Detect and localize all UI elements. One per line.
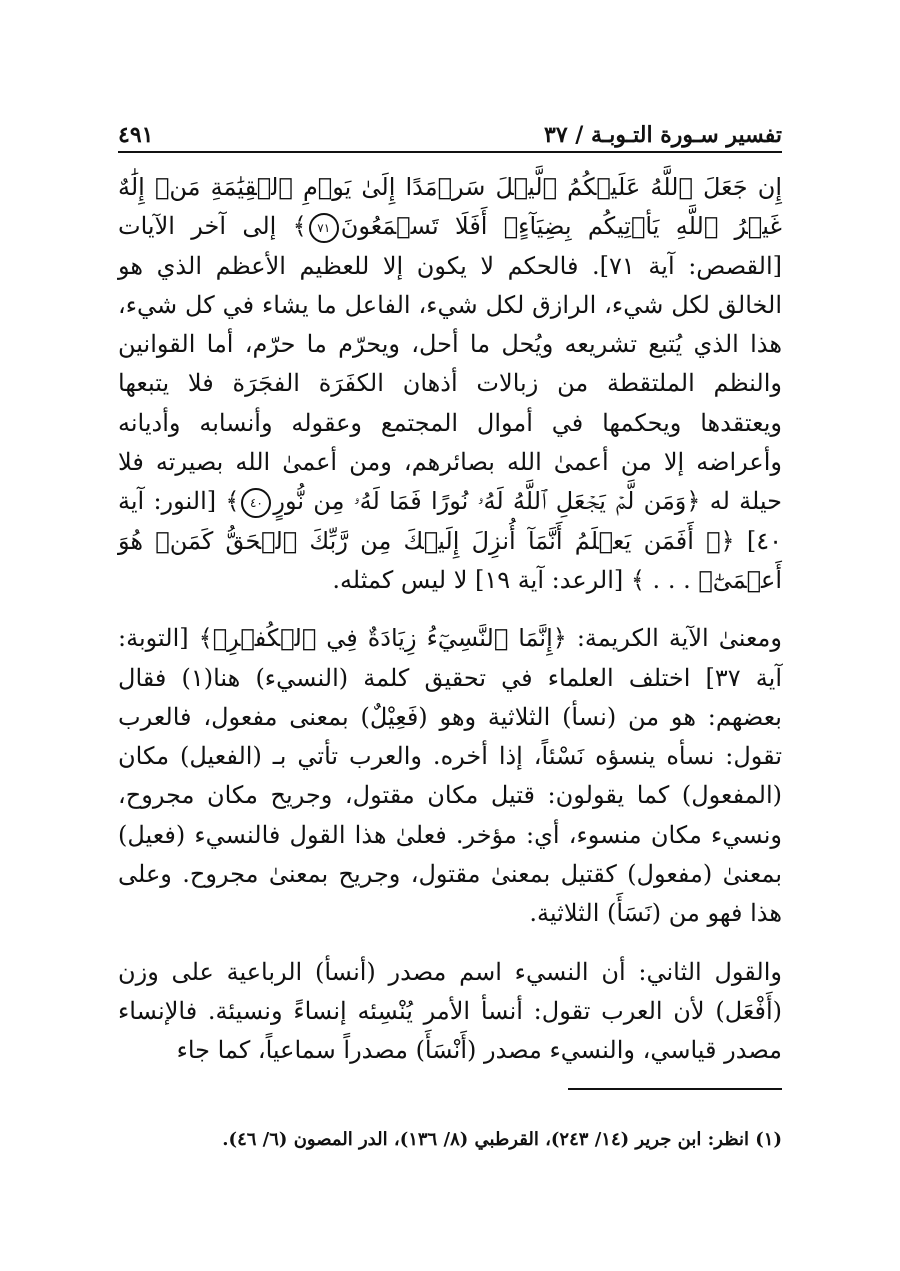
text-segment: والقول الثاني: أن النسيء اسم مصدر (أنسأ) الرباعية على وزن (أَفْعَل) لأن العرب تقول: أنسأ الأمر يُنْسِئه إنساءً ونسيئة. فالإنساء مصدر قياسي، والنسيء مصدر (أَنْسَأَ) مصدراً سماعياً، كما جاء (118, 957, 782, 1065)
footnote: (١) انظر: ابن جرير (١٤/ ٢٤٣)، القرطبي (٨/ ١٣٦)، الدر المصون (٦/ ٤٦). (222, 1129, 782, 1150)
ayah-number-marker: ٧١ (309, 213, 339, 243)
quran-verse: ۞ أَفَمَن يَعۡلَمُ أَنَّمَآ أُنزِلَ إِلَيۡكَ مِن رَّبِّكَ ٱلۡحَقُّ كَمَنۡ هُوَ أَعۡمَىٰٓۚ (118, 526, 782, 594)
quran-verse: وَمَن لَّمۡ يَجۡعَلِ ٱللَّهُ لَهُۥ نُورًا فَمَا لَهُۥ مِن نُّورٍ (273, 487, 687, 516)
main-text (118, 168, 782, 1071)
header-divider (118, 151, 782, 153)
running-title: تفسير سـورة التـوبـة / ٣٧ (544, 122, 782, 148)
ayah-number-marker: ٤٠ (241, 488, 271, 518)
quran-verse: إِن جَعَلَ ٱللَّهُ عَلَيۡكُمُ ٱلَّيۡلَ سَرۡمَدًا إِلَىٰ يَوۡمِ ٱلۡقِيَٰمَةِ مَنۡ إِلَٰهٌ غَيۡرُ ٱللَّهِ يَأۡتِيكُم بِضِيَآءٍۚ أَفَلَا تَسۡمَعُونَ (118, 173, 783, 241)
quran-verse: إِنَّمَا ٱلنَّسِيٓءُ زِيَادَةٌ فِي ٱلۡكُفۡرِۖ (212, 624, 553, 653)
text-segment: ﴾ [النور: آية ٤٠] ﴿ (118, 487, 782, 555)
page-number: ٤٩١ (118, 122, 154, 148)
paragraph (118, 619, 782, 933)
page-header (118, 112, 782, 148)
text-segment: . . . ﴾ [الرعد: آية ١٩] لا ليس كمثله. (332, 565, 699, 594)
text-segment: ﴾ إلى آخر الآيات [القصص: آية ٧١]. فالحكم لا يكون إلا للعظيم الأعظم الذي هو الخالق لكل شيء، الرازق لكل شيء، الفاعل ما يشاء في كل شيء، هذا الذي يُتبع تشريعه ويُحل ما أحل، ويحرّم ما حرّم، أما القوانين والنظم الملتقطة من زبالات أذهان الكفَرَة الفجَرَة فلا يتبعها ويعتقدها ويحكمها في أموال المجتمع وعقوله وأنسابه وأديانه وأعراضه إلا من أعمىٰ الله بصائرهم، ومن أعمىٰ الله بصيرته فلا حيلة له ﴿ (118, 212, 782, 516)
text-segment: ومعنىٰ الآية الكريمة: ﴿ (552, 624, 782, 653)
paragraph (118, 953, 782, 1071)
paragraph (118, 168, 782, 600)
footnote-divider (568, 1088, 782, 1090)
text-segment: ﴾ [التوبة: آية ٣٧] اختلف العلماء في تحقيق كلمة (النسيء) هنا(١) فقال بعضهم: هو من (نسأ) الثلاثية وهو (فَعِيْلٌ) بمعنى مفعول، فالعرب تقول: نسأه ينسؤه نَسْئاً، إذا أخره. والعرب تأتي بـ (الفعيل) مكان (المفعول) كما يقولون: قتيل مكان مقتول، وجريح مكان مجروح، ونسيء مكان منسوء، أي: مؤخر. فعلىٰ هذا القول فالنسيء (فعيل) بمعنىٰ (مفعول) كقتيل بمعنىٰ مقتول، وجريح بمعنىٰ مجروح. وعلى هذا فهو من (نَسَأَ) الثلاثية. (118, 624, 782, 928)
